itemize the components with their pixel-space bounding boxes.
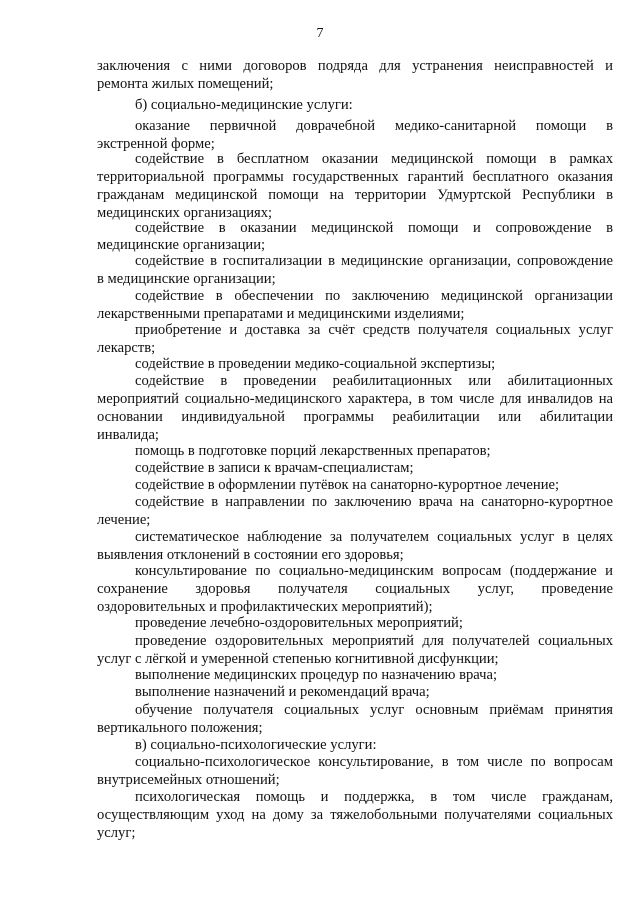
text-line: содействие в проведении реабилитационных или абилитационных: [135, 373, 613, 389]
text-line: обучение получателя социальных услуг основным приёмам принятия: [135, 702, 613, 718]
text-line: территориальной программы государственных гарантий бесплатного оказания: [97, 169, 613, 185]
page-number: 7: [316, 26, 324, 41]
text-line: лечение;: [97, 512, 151, 528]
text-line: выполнение медицинских процедур по назначению врача;: [135, 667, 498, 683]
text-line: ремонта жилых помещений;: [97, 76, 274, 92]
text-line: в медицинские организации;: [97, 271, 276, 287]
text-line: систематическое наблюдение за получателем социальных услуг в целях: [135, 529, 613, 545]
text-line: содействие в оформлении путёвок на санаторно-курортное лечение;: [135, 477, 560, 493]
text-line: консультирование по социально-медицинским вопросам (поддержание и: [135, 563, 613, 579]
text-line: приобретение и доставка за счёт средств получателя социальных услуг: [135, 322, 613, 338]
text-line: содействие в проведении медико-социальной экспертизы;: [135, 356, 496, 372]
text-line: содействие в оказании медицинской помощи и сопровождение в: [135, 220, 613, 236]
text-line: заключения с ними договоров подряда для устранения неисправностей и: [97, 58, 613, 74]
text-line: сохранение здоровья получателя социальных услуг, проведение: [97, 581, 613, 597]
text-line: основании индивидуальной программы реабилитации или абилитации: [97, 409, 613, 425]
text-line: оздоровительных и профилактических мероприятий);: [97, 599, 433, 615]
text-line: вертикального положения;: [97, 720, 263, 736]
text-line: экстренной форме;: [97, 136, 215, 152]
text-line: содействие в обеспечении по заключению медицинской организации: [135, 288, 613, 304]
text-line: медицинских организациях;: [97, 205, 273, 221]
text-line: помощь в подготовке порций лекарственных препаратов;: [135, 443, 491, 459]
text-line: лекарственными препаратами и медицинскими изделиями;: [97, 306, 465, 322]
text-line: услуг с лёгкой и умеренной степенью когнитивной дисфункции;: [97, 651, 499, 667]
text-line: проведение оздоровительных мероприятий для получателей социальных: [135, 633, 613, 649]
text-line: оказание первичной доврачебной медико-санитарной помощи в: [135, 118, 613, 134]
text-line: содействие в бесплатном оказании медицинской помощи в рамках: [135, 151, 613, 167]
text-line: мероприятий социально-медицинского характера, в том числе для инвалидов на: [97, 391, 613, 407]
text-line: содействие в записи к врачам-специалистам;: [135, 460, 414, 476]
text-line: содействие в госпитализации в медицинские организации, сопровождение: [135, 253, 613, 269]
text-line: выполнение назначений и рекомендаций врача;: [135, 684, 430, 700]
text-line: услуг;: [97, 825, 136, 841]
text-line: медицинские организации;: [97, 237, 266, 253]
text-line: проведение лечебно-оздоровительных мероприятий;: [135, 615, 463, 631]
text-line: инвалида;: [97, 427, 159, 443]
section-heading: в) социально-психологические услуги:: [135, 737, 377, 753]
text-line: лекарств;: [97, 340, 156, 356]
text-line: социально-психологическое консультирование, в том числе по вопросам: [135, 754, 613, 770]
text-line: внутрисемейных отношений;: [97, 772, 280, 788]
text-line: гражданам медицинской помощи на территории Удмуртской Республики в: [97, 187, 613, 203]
text-line: выявления отклонений в состоянии его здоровья;: [97, 547, 404, 563]
section-heading: б) социально-медицинские услуги:: [135, 97, 353, 113]
text-line: содействие в направлении по заключению врача на санаторно-курортное: [135, 494, 613, 510]
text-line: психологическая помощь и поддержка, в том числе гражданам,: [135, 789, 613, 805]
text-line: осуществляющим уход на дому за тяжелобольными получателями социальных: [97, 807, 613, 823]
